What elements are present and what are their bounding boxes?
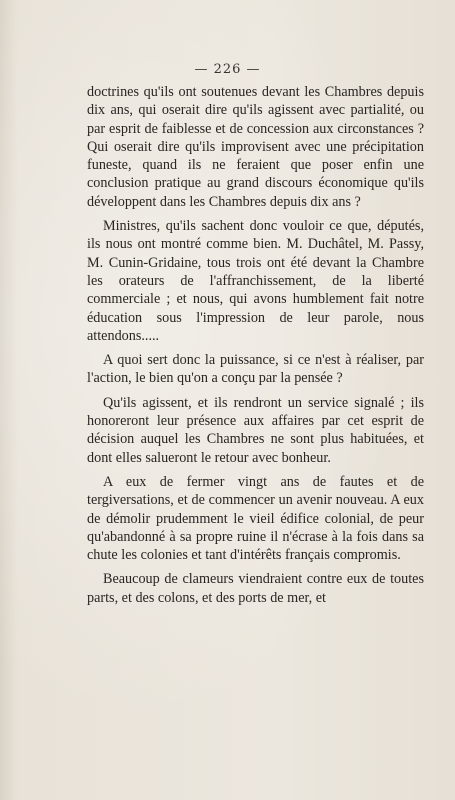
paragraph-4: Qu'ils agissent, et ils rendront un service signalé ; ils honoreront leur présence aux affaires par cet esprit de décision auquel les Chambres ne sont plus habituées, et dont elles salueront le retour avec bonheur. [87,394,424,466]
paragraph-5: A eux de fermer vingt ans de fautes et de tergiversations, et de commencer un avenir nouveau. A eux de démolir prudemment le vieil édifice colonial, de peur qu'abandonné à sa propre ruine il n'écrase à la fois dans sa chute les colonies et tant d'intérêts français compromis. [87,473,424,564]
body-text [87,83,424,613]
paragraph-3: A quoi sert donc la puissance, si ce n'est à réaliser, par l'action, le bien qu'on a conçu par la pensée ? [87,352,424,387]
paragraph-2: Ministres, qu'ils sachent donc vouloir ce que, députés, ils nous ont montré comme bien. M. Duchâtel, M. Passy, M. Cunin-Gridaine, tous trois ont été devant la Chambre les orateurs de l'affranchissement, de la liberté commerciale ; et nous, qui avons humblement fait notre éducation sous l'impression de leur parole, nous attendons..... [87,218,424,344]
paragraph-1: doctrines qu'ils ont soutenues devant les Chambres depuis dix ans, qui oserait dire qu'ils agissent avec partialité, ou par esprit de faiblesse et de concession aux circonstances ? Qui oserait dire qu'ils improvisent avec une précipitation funeste, quand ils ne feraient que poser enfin une conclusion pratique au grand discours économique qu'ils développent dans les Chambres depuis dix ans ? [87,84,424,210]
paragraph-6: Beaucoup de clameurs viendraient contre eux de toutes parts, et des colons, et des ports de mer, et [87,571,424,606]
page-number: — 226 — [194,62,261,77]
